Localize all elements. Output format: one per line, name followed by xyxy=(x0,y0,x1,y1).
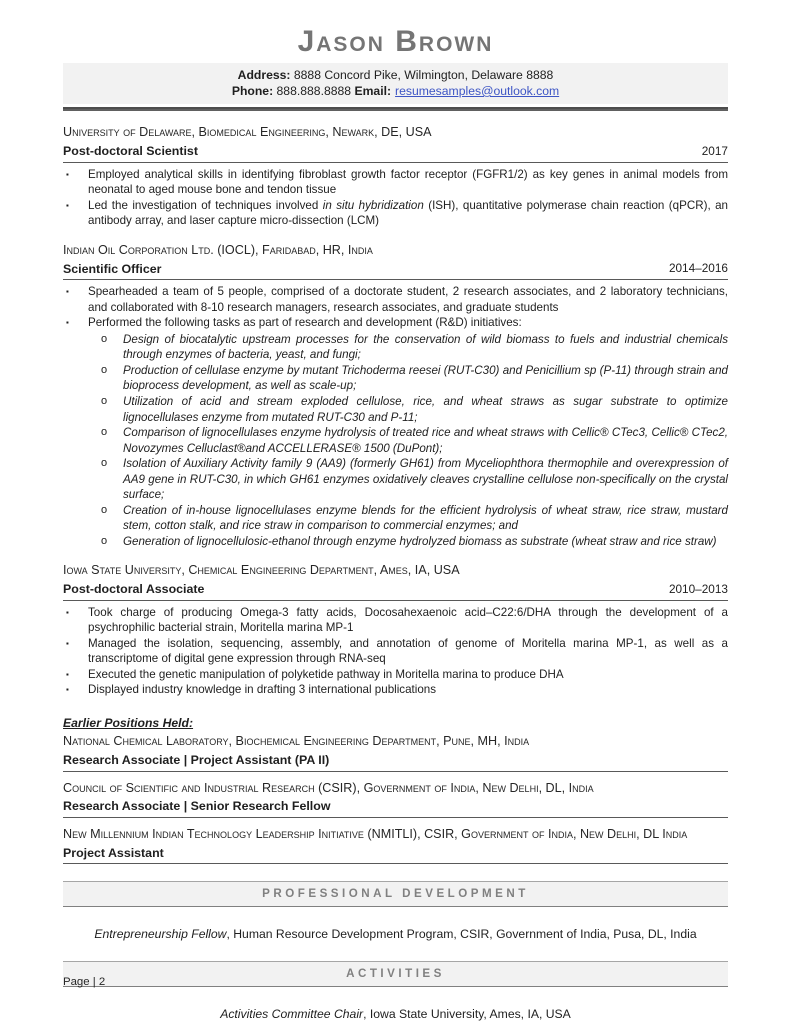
date-range: 2010–2013 xyxy=(668,581,728,596)
job-title: Post-doctoral Scientist xyxy=(63,144,198,159)
sub-bullet-item xyxy=(100,456,728,503)
bullet-item xyxy=(63,636,728,667)
title-row xyxy=(63,752,728,772)
bullet-text xyxy=(88,198,728,229)
bullet-icon: ▪ xyxy=(66,685,69,695)
sub-bullet-text: Generation of lignocellulosic-ethanol through enzyme hydrolyzed biomass as substrate (wheat straw and rice straw) xyxy=(123,534,717,548)
bullet-text-segment-italic: in situ hybridization xyxy=(322,198,424,212)
date-range: 2014–2016 xyxy=(668,261,728,276)
sub-bullet-text: Isolation of Auxiliary Activity family 9 (AA9) (formerly GH61) from Myceliophthora thermophile and overexpression of AA9 gene in RUT-C30, in which GH61 enzymes oxidatively cleaves crystalline cellulose non-specifically on the crystal surface; xyxy=(123,457,728,502)
job-title: Research Associate | Senior Research Fellow xyxy=(63,799,331,814)
title-row xyxy=(63,581,728,601)
bullet-icon: ▪ xyxy=(66,169,69,179)
experience-entry xyxy=(63,125,728,228)
phone-value: 888.888.8888 xyxy=(273,83,355,98)
org-line: New Millennium Indian Technology Leadership Initiative (NMITLI), CSIR, Government of India, New Delhi, DL India xyxy=(63,826,688,841)
sub-bullet-icon: o xyxy=(101,426,108,439)
sub-bullet-text: Comparison of lignocellulases enzyme hydrolysis of treated rice and wheat straws with Cellic® CTec3, Cellic® CTec2, Novozymes Celluclast®and ACCELLERASE® 1500 (DuPont); xyxy=(123,426,728,455)
bullet-item xyxy=(63,605,728,636)
bullet-text: Performed the following tasks as part of research and development (R&D) initiatives: xyxy=(88,316,522,330)
section-heading-text: PROFESSIONAL DEVELOPMENT xyxy=(262,887,529,901)
email-link[interactable]: resumesamples@outlook.com xyxy=(395,83,560,98)
phone-email-line xyxy=(63,83,728,99)
job-title: Research Associate | Project Assistant (PA II) xyxy=(63,752,330,767)
address-value: 8888 Concord Pike, Wilmington, Delaware 8888 xyxy=(290,67,554,82)
bullet-icon: ▪ xyxy=(66,669,69,679)
sub-bullet-icon: o xyxy=(101,394,108,407)
section-heading-activities xyxy=(63,961,728,987)
title-row xyxy=(63,845,728,865)
bullet-list xyxy=(63,284,728,549)
sub-bullet-icon: o xyxy=(101,363,108,376)
sub-bullet-list xyxy=(63,332,728,549)
sub-bullet-text: Utilization of acid and stream exploded cellulose, rice, and wheat straws as sugar substrate to optimize lignocellulases enzyme from mutated RUT-C30 and P-11; xyxy=(123,394,728,424)
bullet-text: Took charge of producing Omega-3 fatty acids, Docosahexaenoic acid–C22:6/DHA through the development of a psychrophilic bacterial strain, Moritella marina MP-1 xyxy=(88,605,728,635)
entry-role-italic: Activities Committee Chair xyxy=(220,1006,364,1021)
email-label: Email: xyxy=(354,83,392,98)
bullet-text: Executed the genetic manipulation of polyketide pathway in Moritella marina to produce DHA xyxy=(88,667,564,681)
bullet-text: Employed analytical skills in identifying fibroblast growth factor receptor (FGFR1/2) as key genes in animal models from neonatal to aged mouse bone and tendon tissue xyxy=(88,167,728,197)
sub-bullet-icon: o xyxy=(101,332,108,345)
bullet-text: Managed the isolation, sequencing, assembly, and annotation of genome of Moritella marina MP-1, as well as a transcriptome of digital gene expression through RNA-seq xyxy=(88,636,728,666)
phone-label: Phone: xyxy=(231,83,274,98)
bullet-item xyxy=(63,315,728,331)
date-range: 2017 xyxy=(701,143,728,158)
sub-bullet-item xyxy=(100,363,728,394)
bullet-text: Spearheaded a team of 5 people, comprised of a doctorate student, 2 research associates, and 2 laboratory technicians, and collaborated with 8-10 research managers, research associates, and graduate students xyxy=(88,285,728,314)
sub-bullet-item xyxy=(100,332,728,363)
job-title: Project Assistant xyxy=(63,845,164,860)
org-line: National Chemical Laboratory, Biochemical Engineering Department, Pune, MH, India xyxy=(63,734,530,749)
bullet-text-segment: (ISH), quantitative polymerase chain reaction (qPCR), an antibody array, and laser capture micro-dissection (LCM) xyxy=(88,198,728,228)
header-divider xyxy=(63,107,728,111)
section-heading-professional-development xyxy=(63,881,728,907)
bullet-icon: ▪ xyxy=(66,287,69,297)
entry-role-italic: Entrepreneurship Fellow xyxy=(94,926,227,941)
job-title: Scientific Officer xyxy=(63,261,162,276)
org-line: Iowa State University, Chemical Engineering Department, Ames, IA, USA xyxy=(63,563,460,578)
title-row xyxy=(63,143,728,163)
sub-bullet-item xyxy=(100,425,728,456)
bullet-icon: ▪ xyxy=(66,200,69,210)
sub-bullet-item xyxy=(100,503,728,534)
entry-detail: , Iowa State University, Ames, IA, USA xyxy=(363,1006,571,1021)
sub-bullet-item xyxy=(100,534,728,550)
title-row xyxy=(63,798,728,818)
earlier-position xyxy=(63,781,728,818)
bullet-list xyxy=(63,605,728,698)
earlier-position xyxy=(63,827,728,864)
bullet-item xyxy=(63,682,728,698)
bullet-item xyxy=(63,167,728,198)
page-title: Jason Brown xyxy=(297,25,494,58)
page-number: Page | 2 xyxy=(63,975,106,988)
bullet-item xyxy=(63,667,728,683)
sub-bullet-text: Production of cellulase enzyme by mutant Trichoderma reesei (RUT-C30) and Penicillium sp (P-11) through strain and bioprocess development, as well as scale-up; xyxy=(123,363,728,393)
section-heading-text: ACTIVITIES xyxy=(346,967,445,981)
experience-entry xyxy=(63,563,728,698)
address-label: Address: xyxy=(237,67,291,82)
bullet-list xyxy=(63,167,728,229)
sub-bullet-text: Creation of in-house lignocellulases enzyme blends for the efficient hydrolysis of wheat straw, rice straw, mustard stem, cotton stalk, and rice straw in comparison to commercial enzymes; and xyxy=(123,503,728,533)
job-title: Post-doctoral Associate xyxy=(63,582,205,597)
sub-bullet-icon: o xyxy=(101,457,108,470)
bullet-item xyxy=(63,198,728,229)
org-line: Indian Oil Corporation Ltd. (IOCL), Faridabad, HR, India xyxy=(63,242,373,257)
earlier-position xyxy=(63,734,728,771)
entry-detail: , Human Resource Development Program, CSIR, Government of India, Pusa, DL, India xyxy=(226,926,697,941)
professional-development-entry xyxy=(63,926,728,942)
bullet-item xyxy=(63,284,728,315)
activities-entry xyxy=(63,1006,728,1022)
org-line: University of Delaware, Biomedical Engineering, Newark, DE, USA xyxy=(63,125,432,140)
bullet-text-segment: Led the investigation of techniques involved xyxy=(88,198,323,212)
bullet-icon: ▪ xyxy=(66,318,69,328)
bullet-icon: ▪ xyxy=(66,607,69,617)
sub-bullet-text: Design of biocatalytic upstream processes for the conservation of wild biomass to fuels and industrial chemicals through enzymes of bacteria, yeast, and fungi; xyxy=(123,332,728,362)
bullet-text: Displayed industry knowledge in drafting 3 international publications xyxy=(88,683,437,697)
earlier-positions-heading: Earlier Positions Held: xyxy=(63,715,194,730)
sub-bullet-icon: o xyxy=(101,534,108,547)
sub-bullet-icon: o xyxy=(101,503,108,516)
sub-bullet-item xyxy=(100,394,728,425)
bullet-icon: ▪ xyxy=(66,638,69,648)
title-row xyxy=(63,261,728,281)
contact-block xyxy=(63,63,728,105)
experience-entry xyxy=(63,243,728,549)
org-line: Council of Scientific and Industrial Research (CSIR), Government of India, New Delhi, DL, India xyxy=(63,780,594,795)
address-line xyxy=(63,67,728,83)
